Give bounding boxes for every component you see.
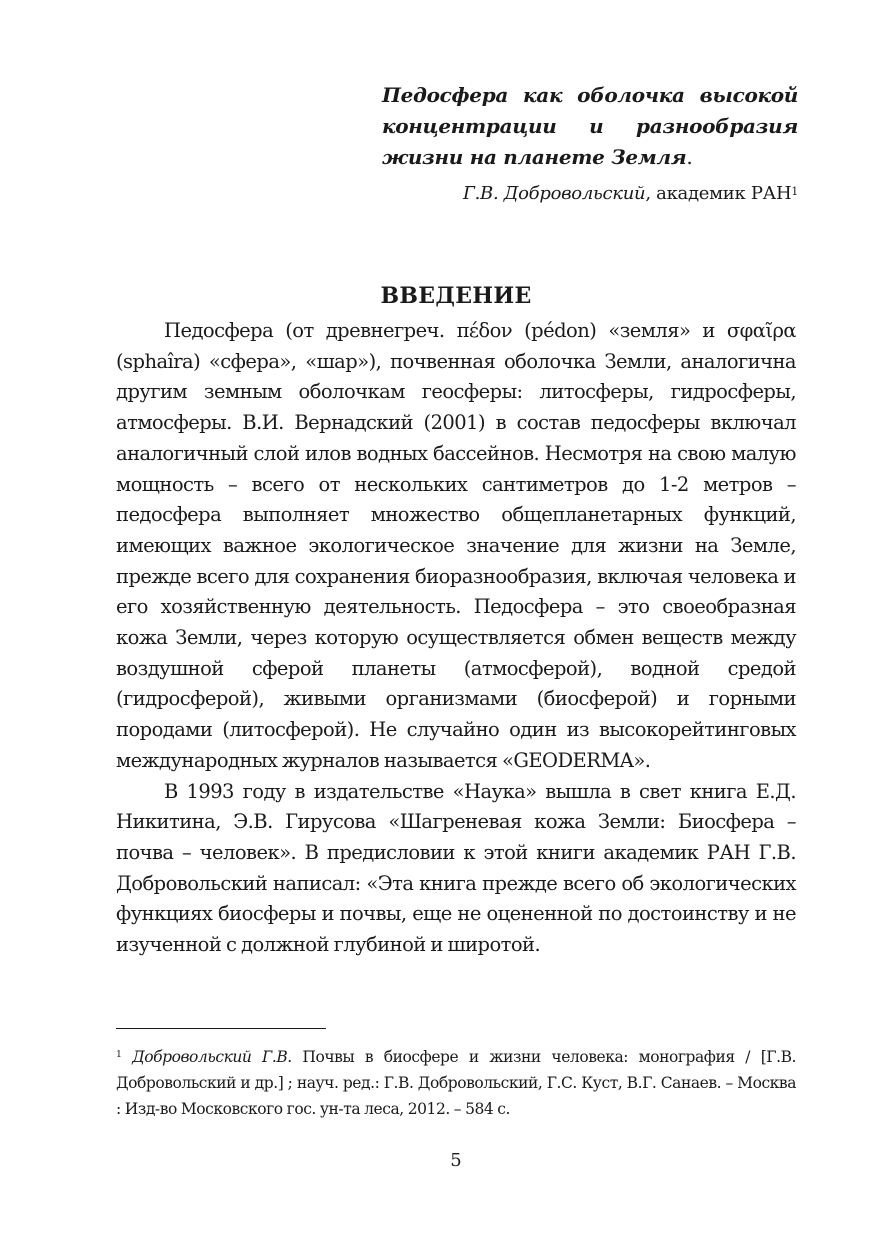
footnote-number: 1 bbox=[116, 1049, 122, 1060]
footnote-divider bbox=[116, 1028, 326, 1029]
page-number: 5 bbox=[450, 1150, 462, 1171]
footnote-reference[interactable]: 1 bbox=[791, 185, 798, 198]
section-heading: ВВЕДЕНИЕ bbox=[380, 282, 532, 309]
footnote-author: Добровольский Г.В. bbox=[132, 1048, 292, 1066]
epigraph-end-mark: . bbox=[686, 145, 693, 169]
paragraph: Педосфера (от древнегреч. πέδον (pédon) «земля» и σφαῖρα (sphaîra) «сфера», «шар»), почвенная оболочка Земли, аналогична другим земным оболочкам геосферы: литосферы, гидросферы, атмосферы. В.И. Вернадский (2001) в состав педосферы включал аналогичный слой илов водных бассейнов. Несмотря на свою малую мощность – всего от нескольких сантиметров до 1-2 метров – педосфера выполняет множество общепланетарных функций, имеющих важное экологическое значение для жизни на Земле, прежде всего для сохранения биоразнообразия, включая человека и его хозяйственную деятельность. Педосфера – это своеобразная кожа Земли, через которую осуществляется обмен веществ между воздушной сферой планеты (атмосферой), водной средой (гидросферой), живыми организмами (биосферой) и горными породами (литосферой). Не случайно один из высокорейтинговых международных журналов называется «GEODERMA». bbox=[116, 319, 796, 772]
paragraph: В 1993 году в издательстве «Наука» вышла в свет книга Е.Д. Никитина, Э.В. Гирусова «Шагреневая кожа Земли: Биосфера – почва – человек». В предисловии к этой книги академик РАН Г.В. Добровольский написал: «Эта книга прежде всего об экологических функциях биосферы и почвы, еще не оцененной по достоинству и не изученной с должной глубиной и широтой. bbox=[116, 779, 796, 957]
attribution-author: Г.В. Добровольский bbox=[462, 183, 646, 204]
epigraph-text: Педосфера как оболочка высокой концентрации и разнообразия жизни на планете Земля bbox=[382, 83, 798, 169]
attribution-title: , академик РАН bbox=[645, 183, 792, 204]
epigraph-attribution bbox=[300, 180, 798, 208]
epigraph bbox=[382, 80, 798, 173]
footnote bbox=[116, 1044, 796, 1122]
body-text bbox=[116, 316, 796, 961]
footnote-text: Почвы в биосфере и жизни человека: монография / [Г.В. Добровольский и др.] ; науч. ред.: Г.В. Добровольский, Г.С. Куст, В.Г. Санаев. – Москва : Изд-во Московского гос. ун-та леса, 2012. – 584 с. bbox=[116, 1048, 796, 1118]
